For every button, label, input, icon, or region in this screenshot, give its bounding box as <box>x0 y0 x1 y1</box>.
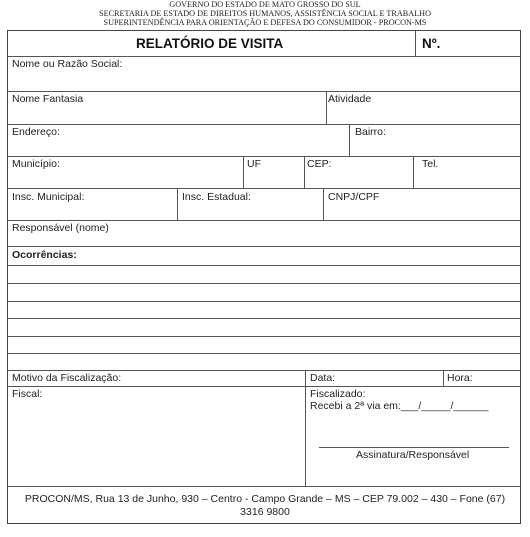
divider <box>323 188 324 220</box>
phone-label: Tel. <box>422 158 439 170</box>
divider <box>8 56 520 57</box>
divider <box>8 124 520 125</box>
trade-name-label: Nome Fantasia <box>12 93 84 105</box>
inspector-label: Fiscal: <box>12 388 43 400</box>
divider <box>8 156 520 157</box>
divider <box>8 386 520 387</box>
footer-line-1: PROCON/MS, Rua 13 de Junho, 930 – Centro - Campo Grande – MS – CEP 79.002 – 430 – Fone (67) <box>24 493 506 505</box>
divider <box>8 486 520 487</box>
zip-label: CEP: <box>307 158 332 170</box>
divider <box>413 156 414 188</box>
signature-line <box>319 447 509 448</box>
occurrences-label: Ocorrências: <box>12 249 77 261</box>
divider <box>8 91 520 92</box>
divider <box>443 370 444 386</box>
divider <box>8 265 520 266</box>
divider <box>8 246 520 247</box>
time-label: Hora: <box>447 372 473 384</box>
divider <box>304 156 305 188</box>
divider <box>8 283 520 284</box>
district-label: Bairro: <box>355 126 386 138</box>
header-line-2: SECRETARIA DE ESTADO DE DIREITOS HUMANOS, ASSISTÊNCIA SOCIAL E TRABALHO <box>99 9 431 18</box>
divider <box>8 301 520 302</box>
responsible-label: Responsável (nome) <box>12 222 109 234</box>
footer-address <box>8 493 522 519</box>
receipt-date-line: Recebi a 2ª via em:___/_____/______ <box>310 400 489 412</box>
number-label: Nº. <box>422 36 441 51</box>
divider <box>8 318 520 319</box>
footer-line-2: 3316 9800 <box>240 506 290 518</box>
divider <box>8 336 520 337</box>
city-label: Município: <box>12 158 60 170</box>
cnpj-cpf-label: CNPJ/CPF <box>328 191 380 203</box>
state-label: UF <box>247 158 261 170</box>
divider <box>8 220 520 221</box>
divider <box>8 353 520 354</box>
state-registration-label: Insc. Estadual: <box>182 191 251 203</box>
header-line-3: SUPERINTENDÊNCIA PARA ORIENTAÇÃO E DEFESA DO CONSUMIDOR - PROCON-MS <box>103 18 427 27</box>
activity-label: Atividade <box>328 93 372 105</box>
inspected-label: Fiscalizado: <box>310 388 366 400</box>
divider <box>326 91 327 124</box>
signature-label: Assinatura/Responsável <box>356 449 470 461</box>
divider <box>8 188 520 189</box>
visit-report-form <box>7 30 521 524</box>
header-line-1: GOVERNO DO ESTADO DE MATO GROSSO DO SUL <box>169 0 361 9</box>
divider <box>415 31 416 56</box>
divider <box>349 124 350 156</box>
inspection-reason-label: Motivo da Fiscalização: <box>12 372 122 384</box>
name-field-label: Nome ou Razão Social: <box>12 58 123 70</box>
address-label: Endereço: <box>12 126 60 138</box>
form-title: RELATÓRIO DE VISITA <box>136 36 284 51</box>
date-label: Data: <box>310 372 336 384</box>
divider <box>305 370 306 486</box>
municipal-registration-label: Insc. Municipal: <box>12 191 85 203</box>
divider <box>177 188 178 220</box>
divider <box>243 156 244 188</box>
